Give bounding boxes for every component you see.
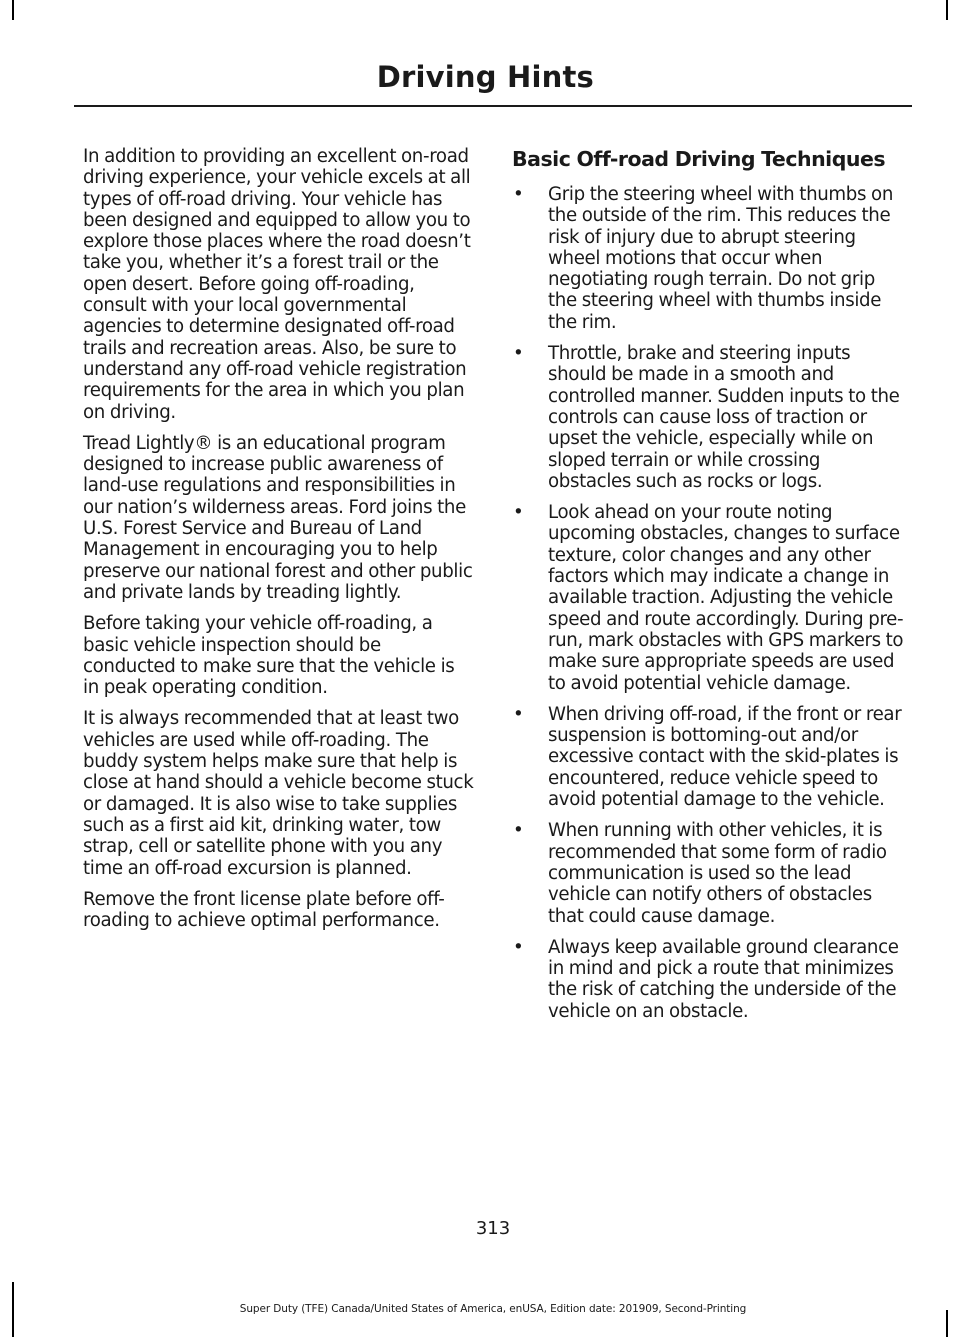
paragraph-buddy-system: It is always recommended that at least two vehicles are used while off-roading. The buddy system helps make sure that help is close at hand should a vehicle become stuck or damaged. It is also wise to take supplies such as a first aid kit, drinking water, tow strap, cell or satellite phone with you any time an off-road excursion is planned.	[83, 708, 474, 879]
bullet-icon: •	[513, 343, 524, 365]
paragraph-inspection: Before taking your vehicle off-roading, a basic vehicle inspection should be conducted to make sure that the vehicle is in peak operating condition.	[83, 613, 455, 699]
list-item	[512, 937, 908, 1022]
right-column	[512, 146, 908, 1032]
bullet-icon: •	[513, 184, 524, 205]
bullet-icon: •	[513, 936, 524, 958]
bullet-icon: •	[513, 703, 524, 725]
paragraph-license-plate: Remove the front license plate before off-roading to achieve optimal performance.	[83, 888, 445, 932]
crop-mark-top-left	[12, 0, 14, 20]
bullet-icon: •	[513, 820, 524, 842]
page-title: Driving Hints	[376, 60, 594, 94]
list-item	[512, 343, 908, 492]
list-item-text: When running with other vehicles, it is recommended that some form of radio communication is used so the lead vehicle can notify others of obstacles that could cause damage.	[548, 820, 887, 927]
list-item-text: Always keep available ground clearance in mind and pick a route that minimizes the risk of catching the underside of the vehicle on an obstacle.	[548, 936, 899, 1022]
header-divider	[74, 105, 912, 107]
section-title: Basic Off-road Driving Techniques	[512, 147, 886, 171]
list-item-text: When driving off-road, if the front or rear suspension is bottoming-out and/or excessive contact with the skid-plates is encountered, reduce vehicle speed to avoid potential damage to the vehicle.	[548, 703, 902, 811]
technique-list	[512, 184, 908, 1022]
list-item-text: Look ahead on your route noting upcoming obstacles, changes to surface texture, color changes and any other factors which may indicate a change in available traction. Adjusting the vehicle speed and route accordingly. During pre-run, mark obstacles with GPS markers to make sure appropriate speeds are used to avoid potential vehicle damage.	[548, 502, 904, 694]
list-item-text: Throttle, brake and steering inputs should be made in a smooth and controlled manner. Sudden inputs to the controls can cause loss of traction or upset the vehicle, especially while on sloped terrain or while crossing obstacles such as rocks or logs.	[548, 343, 900, 492]
page-number: 313	[475, 1218, 511, 1239]
crop-mark-top-right	[946, 0, 948, 20]
left-column	[83, 146, 475, 941]
paragraph-tread-lightly: Tread Lightly® is an educational program designed to increase public awareness of land-use regulations and responsibilities in our nation’s wilderness areas. Ford joins the U.S. Forest Service and Bureau of Land Management in encouraging you to help preserve our national forest and other public and private lands by treading lightly.	[83, 432, 473, 603]
list-item	[512, 502, 908, 694]
list-item-text: Grip the steering wheel with thumbs on the outside of the rim. This reduces the risk of injury due to abrupt steering wheel motions that occur when negotiating rough terrain. Do not grip the steering wheel with thumbs inside the rim.	[548, 184, 893, 333]
list-item	[512, 184, 908, 333]
footer-edition-info: Super Duty (TFE) Canada/United States of America, enUSA, Edition date: 201909, Second-Printing	[239, 1303, 747, 1315]
list-item	[512, 704, 908, 810]
list-item	[512, 820, 908, 926]
paragraph-intro: In addition to providing an excellent on-road driving experience, your vehicle excels at all types of off-road driving. Your vehicle has been designed and equipped to allow you to explore those places where the road doesn’t take you, whether it’s a forest trail or the open desert. Before going off-roading, consult with your local governmental agencies to determine designated off-road trails and recreation areas. Also, be sure to understand any off-road vehicle registration requirements for the area in which you plan on driving.	[83, 146, 471, 423]
bullet-icon: •	[513, 502, 524, 524]
